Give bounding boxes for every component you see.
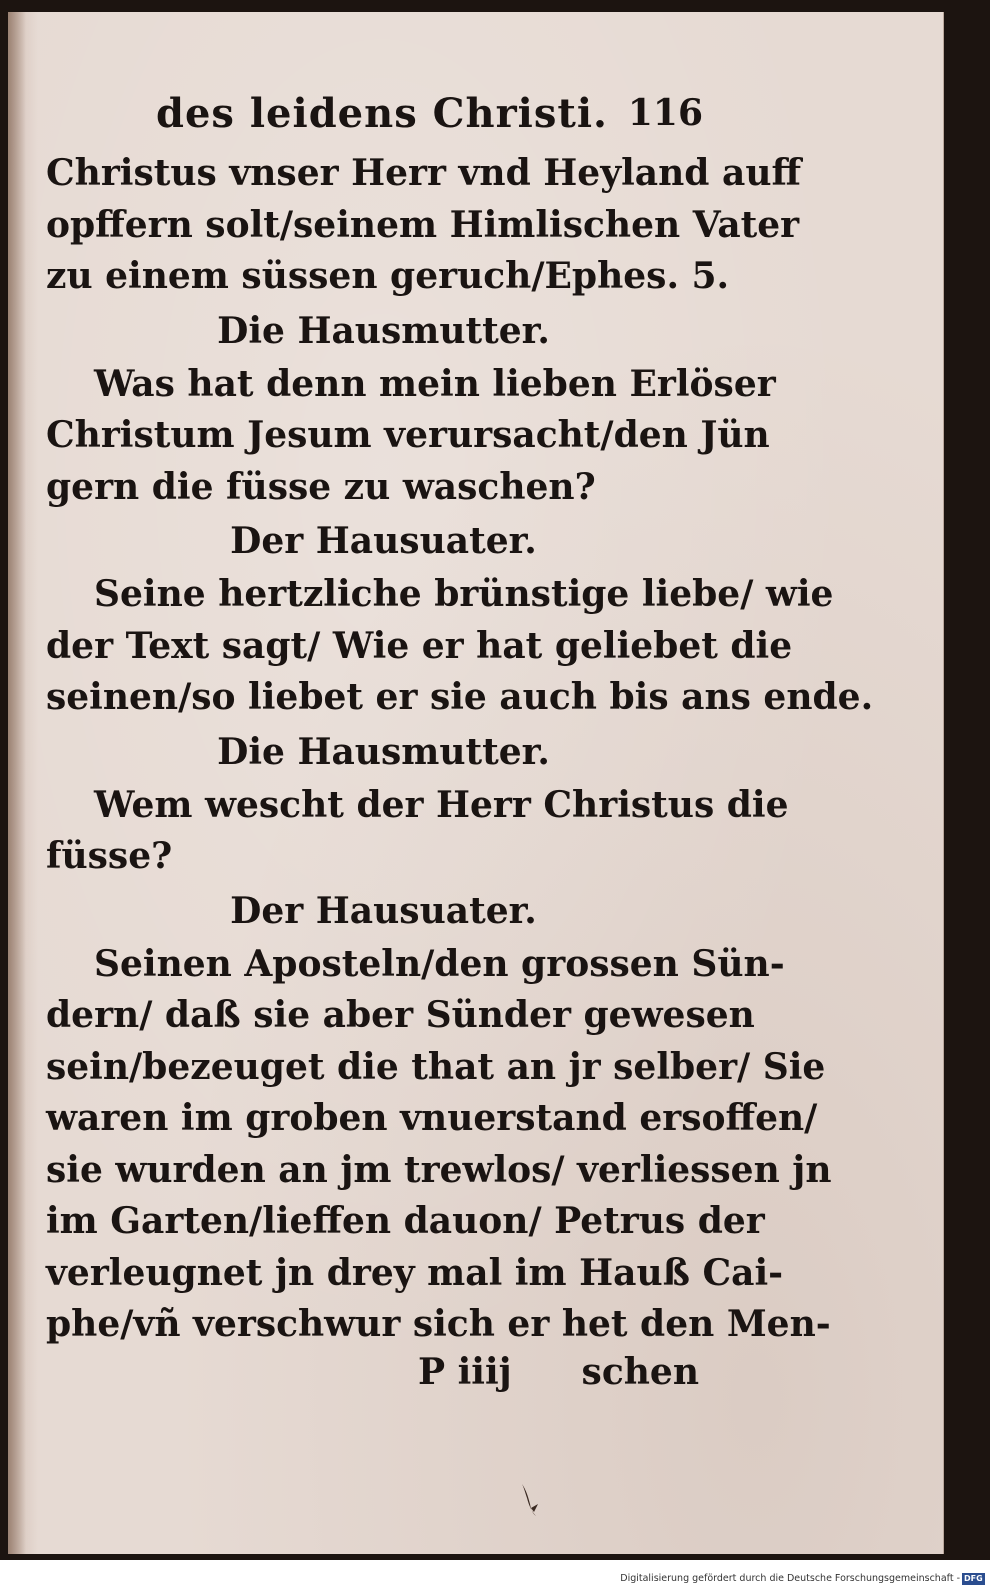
catchword: schen [581,1350,699,1393]
book-page [8,12,944,1554]
text-line: zu einem süssen geruch/Ephes. 5. [46,255,730,297]
text-line: dern/ daß sie aber Sünder gewesen [46,994,755,1036]
funding-credit: Digitalisierung gefördert durch die Deutsche Forschungsgemeinschaft - [620,1573,960,1584]
page-text-block [46,90,874,1401]
dfg-logo: DFG [964,1574,983,1583]
text-line: verleugnet jn drey mal im Hauß Cai- [46,1251,784,1294]
text-line: im Garten/lieffen dauon/ Petrus der [46,1200,765,1242]
text-line: Seine hertzliche brünstige liebe/ wie [94,573,834,615]
text-line: gern die füsse zu waschen? [46,465,596,508]
signature-mark: P iiij [418,1350,512,1393]
text-line: füsse? [46,835,173,877]
dialogue-section [46,303,776,514]
opening-passage [46,148,802,303]
text-line: Wem wescht der Herr Christus die [94,783,789,826]
speaker-heading: Der Hausuater. [230,889,537,932]
text-line: Christum Jesum verursacht/den Jün [46,414,770,456]
text-line: Was hat denn mein lieben Erlöser [94,362,776,405]
page-number: 116 [627,92,703,134]
running-head-title: des leidens Christi. [156,90,608,137]
text-line: phe/vñ verschwur sich er het den Men- [46,1303,831,1345]
dialogue-section [46,883,832,1351]
signature-line [46,1351,711,1401]
text-line: waren im groben vnuerstand ersoffen/ [46,1097,818,1139]
text-line: Seinen Aposteln/den grossen Sün- [94,942,785,985]
ink-blot-mark [518,1482,540,1518]
running-head [46,90,711,148]
text-line: sein/bezeuget die that an jr selber/ Sie [46,1045,826,1088]
dialogue-section [46,513,874,724]
dialogue-section [46,724,789,883]
text-line: Christus vnser Herr vnd Heyland auff [46,152,802,194]
text-line: sie wurden an jm trewlos/ verliessen jn [46,1148,832,1191]
speaker-heading: Die Hausmutter. [217,730,550,773]
page-gutter-shadow [8,12,26,1554]
speaker-heading: Der Hausuater. [230,520,537,562]
text-line: opffern solt/seinem Himlischen Vater [46,203,800,246]
text-line: seinen/so liebet er sie auch bis ans ende. [46,676,874,718]
text-line: der Text sagt/ Wie er hat geliebet die [46,624,793,667]
speaker-heading: Die Hausmutter. [217,309,550,352]
